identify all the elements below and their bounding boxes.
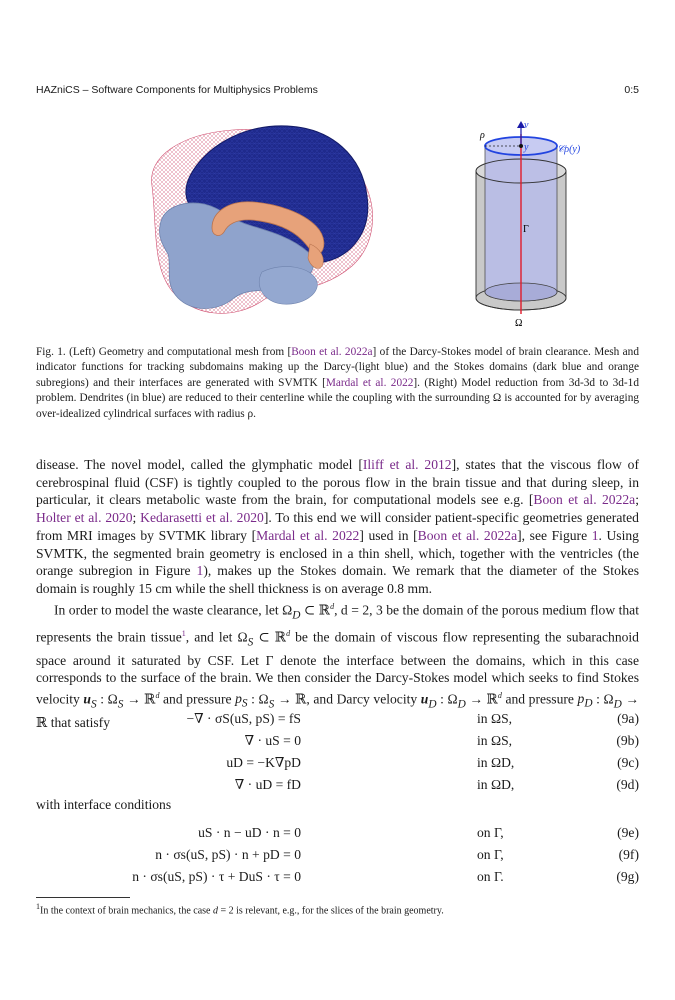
equation-domain: on Γ, (477, 825, 504, 840)
label-gamma: Γ (523, 224, 529, 235)
figure-ref-link[interactable]: 1 (591, 527, 599, 543)
equation-number: (9a) (617, 711, 639, 726)
citation-link[interactable]: Boon et al. 2022a (291, 346, 373, 358)
footnote-ref[interactable]: 1 (181, 628, 186, 638)
equation-lhs: ∇ · uD = fD (234, 777, 301, 792)
equation-domain: on Γ. (477, 869, 504, 884)
equation-domain: in ΩD, (477, 755, 515, 770)
interface-conditions-text: with interface conditions (36, 797, 172, 812)
equation-domain: in ΩS, (477, 711, 513, 726)
citation-link[interactable]: Boon et al. 2022a (417, 527, 518, 543)
caption-text: ]. (Right) Model reduction from 3d-3d to 3d-1d problem. Dendrites (in blue) are reduced to their centerline while the coupling with the surrounding Ω is accounted for by averaging over-idealized cylindrical surfaces with radius ρ. (36, 376, 639, 420)
equation-number: (9f) (618, 847, 639, 862)
equation-lhs: uD = −K∇pD (226, 755, 301, 770)
figure-caption (36, 345, 639, 422)
equation-domain: in ΩS, (477, 733, 513, 748)
equation-lhs: n · σs(uS, pS) · τ + DuS · τ = 0 (132, 869, 301, 884)
footnote-mark: 1 (36, 902, 40, 911)
label-y: y (524, 142, 529, 153)
equation-number: (9b) (616, 733, 639, 748)
darcy-lower-lobe (259, 267, 317, 305)
equation-9a (36, 711, 639, 731)
citation-link[interactable]: Holter et al. 2020 (36, 510, 133, 526)
label-rho: ρ (480, 130, 485, 141)
label-curve: 𝒞ρ(y) (557, 144, 581, 155)
running-header (36, 84, 639, 100)
equation-number: (9c) (617, 755, 639, 770)
equation-9g (36, 869, 639, 889)
brain-mesh-figure (112, 116, 382, 328)
header-title: HAZniCS – Software Components for Multiphysics Problems (36, 84, 318, 96)
label-omega: Ω (515, 318, 523, 329)
equation-lhs: uS · n − uD · n = 0 (198, 825, 301, 840)
equation-9e (36, 825, 639, 845)
point-y (519, 144, 523, 148)
equation-domain: in ΩD, (477, 777, 515, 792)
page-number: 0:5 (624, 84, 639, 96)
equation-number: (9g) (616, 869, 639, 884)
citation-link[interactable]: Mardal et al. 2022 (256, 527, 360, 543)
equation-lhs: ∇ · uS = 0 (244, 733, 301, 748)
footnote: $^1$In the context of brain mechanics, the case d = 2 is relevant, e.g., for the slices of the brain geometry. (36, 902, 444, 917)
equation-number: (9e) (617, 825, 639, 840)
citation-link[interactable]: Kedarasetti et al. 2020 (140, 510, 264, 526)
equation-9d (36, 777, 639, 797)
caption-text: ] of the Darcy-Stokes model of brain clearance. Mesh and indicator functions for tracking subdomains making up the Darcy-(light blue) and the Stokes domains (dark blue and orange subregions) and their interfaces are generated with SVMTK [ (36, 346, 639, 389)
label-nu: ν (524, 120, 529, 131)
caption-text: Fig. 1. (Left) Geometry and computational mesh from [ (36, 346, 292, 358)
equation-lhs: n · σs(uS, pS) · n + pD = 0 (155, 847, 301, 862)
citation-link[interactable]: Boon et al. 2022a (533, 492, 636, 508)
equation-number: (9d) (616, 777, 639, 792)
equation-lhs: −∇ · σS(uS, pS) = fS (186, 711, 301, 726)
citation-link[interactable]: Iliff et al. 2012 (362, 457, 452, 472)
equation-9b (36, 733, 639, 753)
equation-domain: on Γ, (477, 847, 504, 862)
model-reduction-figure (466, 116, 596, 332)
equation-9c (36, 755, 639, 775)
footnote-rule (36, 897, 130, 898)
body-text (36, 456, 639, 732)
citation-link[interactable]: Mardal et al. 2022 (325, 376, 414, 389)
equation-9f (36, 847, 639, 867)
paragraph: disease. The novel model, called the glymphatic model [Iliff et al. 2012], states that the viscous flow of cerebrospinal fluid (CSF) is tightly coupled to the porous flow in the brain tissue and that during sleep, in particular, it clears metabolic waste from the brain, for computational models see e.g. [Boon et al. 2022a; Holter et al. 2020; Kedarasetti et al. 2020]. To this end we will consider patient-specific geometries generated from MRI images by SVTMK library [Mardal et al. 2022] used in [Boon et al. 2022a], see Figure 1. Using SVMTK, the segmented brain geometry is enclosed in a thin shell, which, together with the ventricles (the orange subregion in Figure 1), makes up the Stokes domain. We remark that the diameter of the Stokes domain is roughly 15 cm while the shell thickness is on average 0.8 mm. (36, 457, 639, 596)
paragraph: In order to model the waste clearance, let $\Omega_D$ ⊂ ℝ$^d$, d = 2, 3 be the domain of the porous medium flow that represents the brain tissue$^1$, and let $\Omega_S$ ⊂ ℝ$^d$ be the domain of viscous flow representing the subarachnoid space around it saturated by CSF. Let Γ denote the interface between the domains, which in this case corresponds to the surface of the brain. We then consider the Darcy-Stokes model which seeks to find Stokes velocity $u_S$ : $\Omega_S$ → ℝ$^d$ and pressure $p_S$ : $\Omega_S$ → ℝ, and Darcy velocity $u_D$ : $\Omega_D$ → ℝ$^d$ and pressure $p_D$ : $\Omega_D$ → ℝ that satisfy (36, 601, 639, 730)
figure-ref-link[interactable]: 1 (196, 563, 204, 579)
